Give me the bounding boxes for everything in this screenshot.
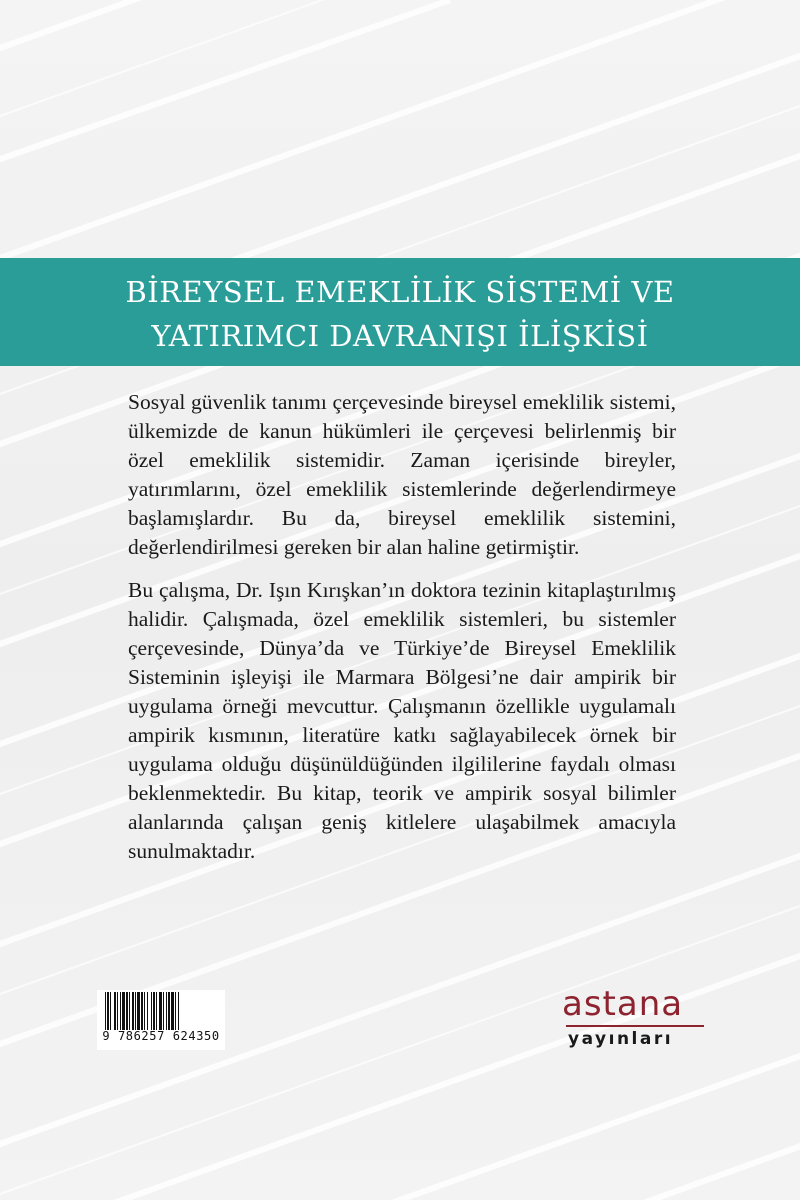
publisher-logo-rule bbox=[566, 1025, 704, 1027]
barcode-bar bbox=[120, 992, 121, 1030]
barcode-bar bbox=[141, 992, 143, 1030]
blurb-paragraph-2: Bu çalışma, Dr. Işın Kırışkan’ın doktora tezinin kitaplaştırılmış halidir. Çalışmada, özel emeklilik sistemleri, bu sistemler çerçevesinde, Dünya’da ve Türkiye’de Bireysel Emeklilik Sisteminin işleyişi ile Marmara Bölgesi’ne dair ampirik bir uygulama örneği mevcuttur. Çalışmanın özellikle uygulamalı ampirik kısmının, literatüre katkı sağlayabilecek örnek bir uygulama olduğu düşünüldüğünden ilgililerine faydalı olması beklenmektedir. Bu kitap, teorik ve ampirik sosyal bilimler alanlarında çalışan geniş kitlelere ulaşabilmek amacıyla sunulmaktadır. bbox=[128, 578, 676, 863]
barcode-bar bbox=[151, 992, 152, 1030]
barcode-bar bbox=[110, 992, 111, 1030]
blurb bbox=[128, 388, 676, 880]
isbn-barcode bbox=[97, 990, 225, 1050]
barcode-bar bbox=[132, 992, 134, 1030]
book-title bbox=[0, 270, 800, 358]
barcode-bar bbox=[168, 992, 170, 1030]
barcode-bar bbox=[175, 992, 176, 1030]
barcode-bars bbox=[103, 992, 219, 1030]
isbn-number: 9 786257 624350 bbox=[102, 1029, 220, 1043]
barcode-bar bbox=[114, 992, 116, 1030]
barcode-bar bbox=[156, 992, 157, 1030]
barcode-bar bbox=[178, 992, 179, 1030]
barcode-bar bbox=[129, 992, 130, 1030]
title-line-2: YATIRIMCI DAVRANIŞI İLİŞKİSİ bbox=[151, 319, 649, 353]
blurb-paragraph-1: Sosyal güvenlik tanımı çerçevesinde bireysel emeklilik sistemi, ülkemizde de kanun hükümleri ile çerçevesi belirlenmiş bir özel emeklilik sistemidir. Zaman içerisinde bireyler, yatırımlarını, özel emeklilik sistemlerinde değerlendirmeye başlamışlardır. Bu da, bireysel emeklilik sistemini, değerlendirilmesi gereken bir alan haline getirmiştir. bbox=[128, 390, 676, 559]
barcode-bar bbox=[159, 992, 162, 1030]
barcode-bar bbox=[166, 992, 167, 1030]
barcode-bar bbox=[171, 992, 174, 1030]
publisher-logo bbox=[562, 985, 712, 1055]
barcode-bar bbox=[107, 992, 109, 1030]
barcode-bar bbox=[137, 992, 140, 1030]
barcode-bar bbox=[163, 992, 164, 1030]
barcode-bar bbox=[144, 992, 145, 1030]
barcode-bar bbox=[105, 992, 106, 1030]
barcode-bar bbox=[122, 992, 125, 1030]
barcode-bar bbox=[147, 992, 148, 1030]
barcode-bar bbox=[153, 992, 155, 1030]
barcode-bar bbox=[126, 992, 128, 1030]
publisher-name: astana bbox=[562, 984, 684, 1024]
title-line-1: BİREYSEL EMEKLİLİK SİSTEMİ VE bbox=[125, 275, 675, 309]
barcode-bar bbox=[135, 992, 136, 1030]
publisher-subtitle: yayınları bbox=[568, 1029, 674, 1049]
barcode-bar bbox=[117, 992, 118, 1030]
